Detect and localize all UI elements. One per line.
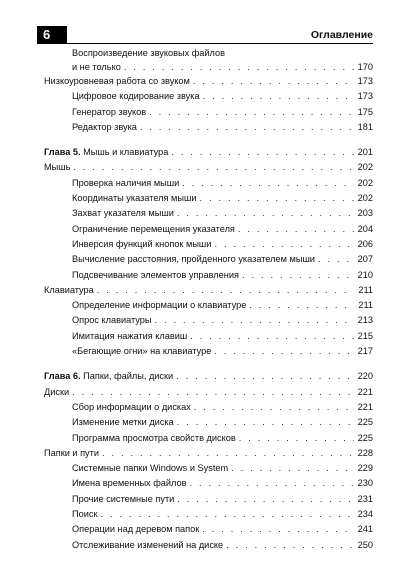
toc-entry-title: Опрос клавиатуры	[72, 315, 152, 326]
toc-entry[interactable]	[44, 74, 373, 89]
toc-entry[interactable]	[44, 431, 373, 446]
toc-entry-title: Папки и пути	[44, 447, 99, 458]
toc-entry-title: Воспроизведение звуковых файлов	[72, 48, 225, 58]
dot-leader	[214, 344, 354, 359]
toc-entry-page: 202	[357, 177, 373, 188]
toc-entry-page: 173	[357, 91, 373, 102]
toc-entry-page: 215	[357, 330, 373, 341]
dot-leader	[177, 492, 354, 507]
dot-leader	[190, 329, 354, 344]
toc-entry-page: 220	[357, 371, 373, 382]
toc-entry-title: Мышь	[44, 162, 71, 173]
toc-entry-title: Инверсия функций кнопок мыши	[72, 238, 212, 249]
toc-entry[interactable]	[44, 415, 373, 430]
chapter-title: Мышь и клавиатура	[83, 147, 169, 158]
toc-chapter-6[interactable]	[44, 369, 373, 384]
toc-entry-page: 241	[357, 524, 373, 535]
dot-leader	[102, 446, 354, 461]
dot-leader	[249, 298, 354, 313]
toc-entry-title: «Бегающие огни» на клавиатуре	[72, 346, 212, 357]
toc-entry[interactable]	[44, 160, 373, 175]
toc-entry[interactable]	[44, 344, 373, 359]
toc-entry[interactable]	[44, 476, 373, 491]
dot-leader	[97, 283, 354, 298]
toc-entry-page: 221	[357, 386, 373, 397]
toc-entry[interactable]	[44, 522, 373, 537]
dot-leader	[189, 476, 354, 491]
toc-entry[interactable]	[44, 206, 373, 221]
dot-leader	[140, 120, 354, 135]
toc-entry-page: 202	[357, 162, 373, 173]
toc-entry[interactable]	[44, 191, 373, 206]
toc-entry-page: 201	[357, 147, 373, 158]
page-header	[37, 26, 373, 44]
toc-entry[interactable]	[44, 47, 373, 74]
toc-entry-page: 181	[357, 121, 373, 132]
dot-leader	[177, 206, 354, 221]
dot-leader	[177, 415, 354, 430]
toc-entry-title: Изменение метки диска	[72, 417, 174, 428]
toc-entry-title: Поиск	[72, 509, 98, 520]
toc-entry-page: 234	[357, 509, 373, 520]
page-number: 6	[37, 26, 67, 44]
toc-entry-title: Отслеживание изменений на диске	[72, 539, 224, 550]
toc-entry-title-cont: и не только	[72, 62, 121, 72]
toc-entry-page: 230	[357, 478, 373, 489]
dot-leader	[226, 538, 354, 553]
dot-leader	[238, 222, 354, 237]
toc-entry-title: Сбор информации о дисках	[72, 401, 191, 412]
toc-entry-page: 229	[357, 463, 373, 474]
toc-entry-title: Координаты указателя мыши	[72, 193, 197, 204]
dot-leader	[124, 60, 354, 74]
toc-entry[interactable]	[44, 283, 373, 298]
toc-entry-title: Определение информации о клавиатуре	[72, 300, 247, 311]
dot-leader	[318, 252, 354, 267]
toc-entry-page: 173	[357, 76, 373, 86]
dot-leader	[194, 400, 354, 415]
toc-entry-page: 213	[357, 315, 373, 326]
toc-entry[interactable]	[44, 237, 373, 252]
toc-entry[interactable]	[44, 446, 373, 461]
toc-entry-page: 250	[357, 539, 373, 550]
dot-leader	[73, 160, 354, 175]
dot-leader	[193, 74, 354, 89]
dot-leader	[149, 105, 354, 120]
dot-leader	[231, 461, 354, 476]
toc-entry-page: 225	[357, 417, 373, 428]
toc-entry-title: Вычисление расстояния, пройденного указателем мыши	[72, 254, 315, 265]
toc-entry-page: 202	[357, 193, 373, 204]
toc-entry-page: 170	[357, 62, 373, 72]
toc-entry-page: 175	[357, 106, 373, 117]
toc-entry-page: 204	[357, 223, 373, 234]
dot-leader	[203, 89, 354, 104]
toc-entry[interactable]	[44, 400, 373, 415]
table-of-contents	[44, 47, 373, 553]
dot-leader	[199, 191, 354, 206]
dot-leader	[72, 385, 354, 400]
toc-entry-title: Ограничение перемещения указателя	[72, 223, 235, 234]
toc-entry[interactable]	[44, 461, 373, 476]
dot-leader	[176, 369, 354, 384]
toc-entry-page: 203	[357, 208, 373, 219]
toc-entry[interactable]	[44, 89, 373, 104]
toc-entry-title: Редактор звука	[72, 121, 137, 132]
toc-entry[interactable]	[44, 298, 373, 313]
toc-entry-page: 228	[357, 447, 373, 458]
toc-entry[interactable]	[44, 385, 373, 400]
toc-entry-title: Захват указателя мыши	[72, 208, 174, 219]
toc-entry-title: Имитация нажатия клавиш	[72, 330, 188, 341]
toc-entry-page: 225	[357, 432, 373, 443]
toc-entry[interactable]	[44, 492, 373, 507]
toc-entry-title: Прочие системные пути	[72, 493, 175, 504]
toc-entry[interactable]	[44, 538, 373, 553]
toc-entry-title: Клавиатура	[44, 284, 94, 295]
toc-entry-title: Проверка наличия мыши	[72, 177, 180, 188]
toc-entry[interactable]	[44, 105, 373, 120]
toc-entry-title: Программа просмотра свойств дисков	[72, 432, 236, 443]
dot-leader	[171, 145, 354, 160]
toc-entry-page: 217	[357, 346, 373, 357]
toc-entry-page: 207	[357, 254, 373, 265]
toc-entry[interactable]	[44, 252, 373, 267]
dot-leader	[239, 431, 354, 446]
toc-entry-title: Операции над деревом папок	[72, 524, 200, 535]
running-header-title: Оглавление	[310, 29, 373, 41]
toc-entry-page: 221	[357, 401, 373, 412]
chapter-label: Глава 6.	[44, 371, 81, 382]
toc-entry-page: 210	[357, 269, 373, 280]
dot-leader	[202, 522, 354, 537]
toc-entry-title: Диски	[44, 386, 70, 397]
toc-entry-title: Имена временных файлов	[72, 478, 187, 489]
toc-chapter-5[interactable]	[44, 145, 373, 160]
toc-entry-title: Подсвечивание элементов управления	[72, 269, 239, 280]
toc-entry[interactable]	[44, 313, 373, 328]
dot-leader	[214, 237, 354, 252]
toc-entry[interactable]	[44, 268, 373, 283]
toc-entry-page: 206	[357, 238, 373, 249]
toc-entry[interactable]	[44, 120, 373, 135]
toc-entry[interactable]	[44, 329, 373, 344]
toc-entry-title: Системные папки Windows и System	[72, 463, 229, 474]
dot-leader	[155, 313, 354, 328]
chapter-label: Глава 5.	[44, 147, 81, 158]
toc-entry-title: Низкоуровневая работа со звуком	[44, 76, 190, 86]
dot-leader	[100, 507, 354, 522]
toc-entry-title: Генератор звуков	[72, 106, 147, 117]
dot-leader	[242, 268, 354, 283]
toc-entry-title: Цифровое кодирование звука	[72, 91, 200, 102]
toc-entry-page: 211	[358, 284, 373, 295]
toc-entry[interactable]	[44, 176, 373, 191]
toc-entry-page: 231	[357, 493, 373, 504]
toc-entry[interactable]	[44, 222, 373, 237]
toc-entry-page: 211	[358, 300, 373, 311]
toc-entry[interactable]	[44, 507, 373, 522]
dot-leader	[182, 176, 354, 191]
chapter-title: Папки, файлы, диски	[83, 371, 174, 382]
